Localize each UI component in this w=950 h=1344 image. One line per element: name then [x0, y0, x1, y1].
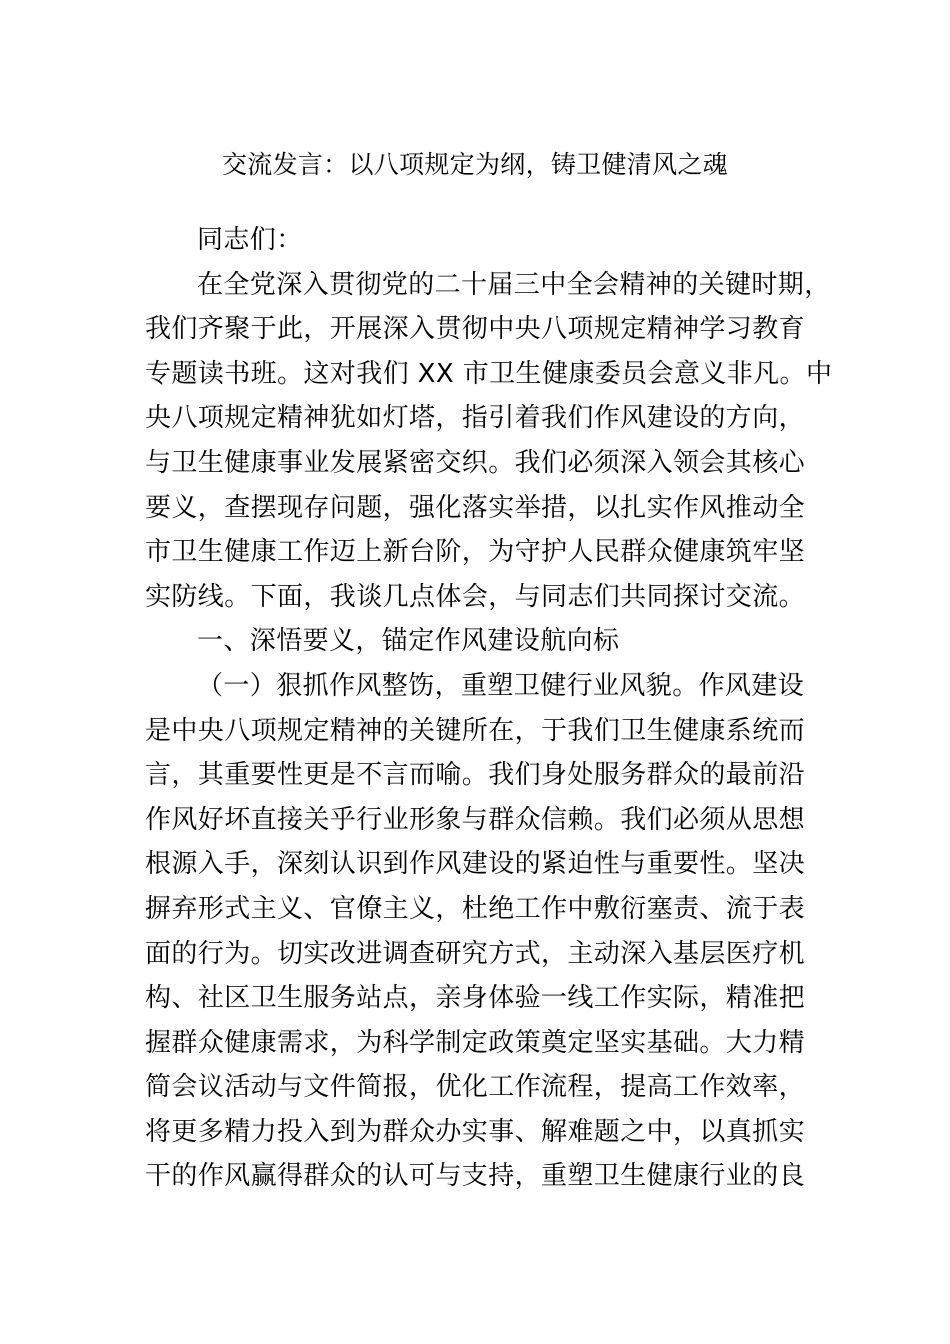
text-line: 与卫生健康事业发展紧密交织。我们必须深入领会其核心: [145, 447, 806, 478]
paragraphs: [145, 263, 845, 1199]
text-line: 一、深悟要义，锚定作风建设航向标: [197, 626, 620, 657]
text-line: 摒弃形式主义、官僚主义，杜绝工作中敷衍塞责、流于表: [145, 893, 806, 924]
text-line: 在全党深入贯彻党的二十届三中全会精神的关键时期，: [197, 269, 831, 300]
text-line: 我们齐聚于此，开展深入贯彻中央八项规定精神学习教育: [145, 314, 806, 345]
text-line: 简会议活动与文件简报，优化工作流程，提高工作效率，: [145, 1072, 806, 1103]
text-line: 握群众健康需求，为科学制定政策奠定坚实基础。大力精: [145, 1027, 806, 1058]
section-heading: [145, 619, 845, 664]
paragraph: [145, 263, 845, 620]
text-line: 将更多精力投入到为群众办实事、解难题之中，以真抓实: [145, 1116, 806, 1147]
text-line: （一）狠抓作风整饬，重塑卫健行业风貌。作风建设: [197, 670, 805, 701]
text-line: 要义，查摆现存问题，强化落实举措，以扎实作风推动全: [145, 492, 806, 523]
text-line: 是中央八项规定精神的关键所在，于我们卫生健康系统而: [145, 715, 806, 746]
text-line: 市卫生健康工作迈上新台阶，为守护人民群众健康筑牢坚: [145, 537, 806, 568]
document-title: 交流发言：以八项规定为纲，铸卫健清风之魂: [221, 150, 728, 179]
salutation: 同志们：: [197, 225, 303, 255]
document-body: [145, 218, 845, 1199]
paragraph: [145, 664, 845, 1199]
text-line: 言，其重要性更是不言而喻。我们身处服务群众的最前沿: [145, 760, 806, 791]
text-line: 作风好坏直接关乎行业形象与群众信赖。我们必须从思想: [145, 804, 806, 835]
text-line: 专题读书班。这对我们 XX 市卫生健康委员会意义非凡。中: [145, 358, 833, 389]
text-line: 面的行为。切实改进调查研究方式，主动深入基层医疗机: [145, 938, 806, 969]
text-line: 构、社区卫生服务站点，亲身体验一线工作实际，精准把: [145, 983, 806, 1014]
text-line: 央八项规定精神犹如灯塔，指引着我们作风建设的方向，: [145, 403, 806, 434]
text-line: 干的作风赢得群众的认可与支持，重塑卫生健康行业的良: [145, 1161, 806, 1192]
text-line: 根源入手，深刻认识到作风建设的紧迫性与重要性。坚决: [145, 849, 806, 880]
text-line: 实防线。下面，我谈几点体会，与同志们共同探讨交流。: [145, 581, 806, 612]
